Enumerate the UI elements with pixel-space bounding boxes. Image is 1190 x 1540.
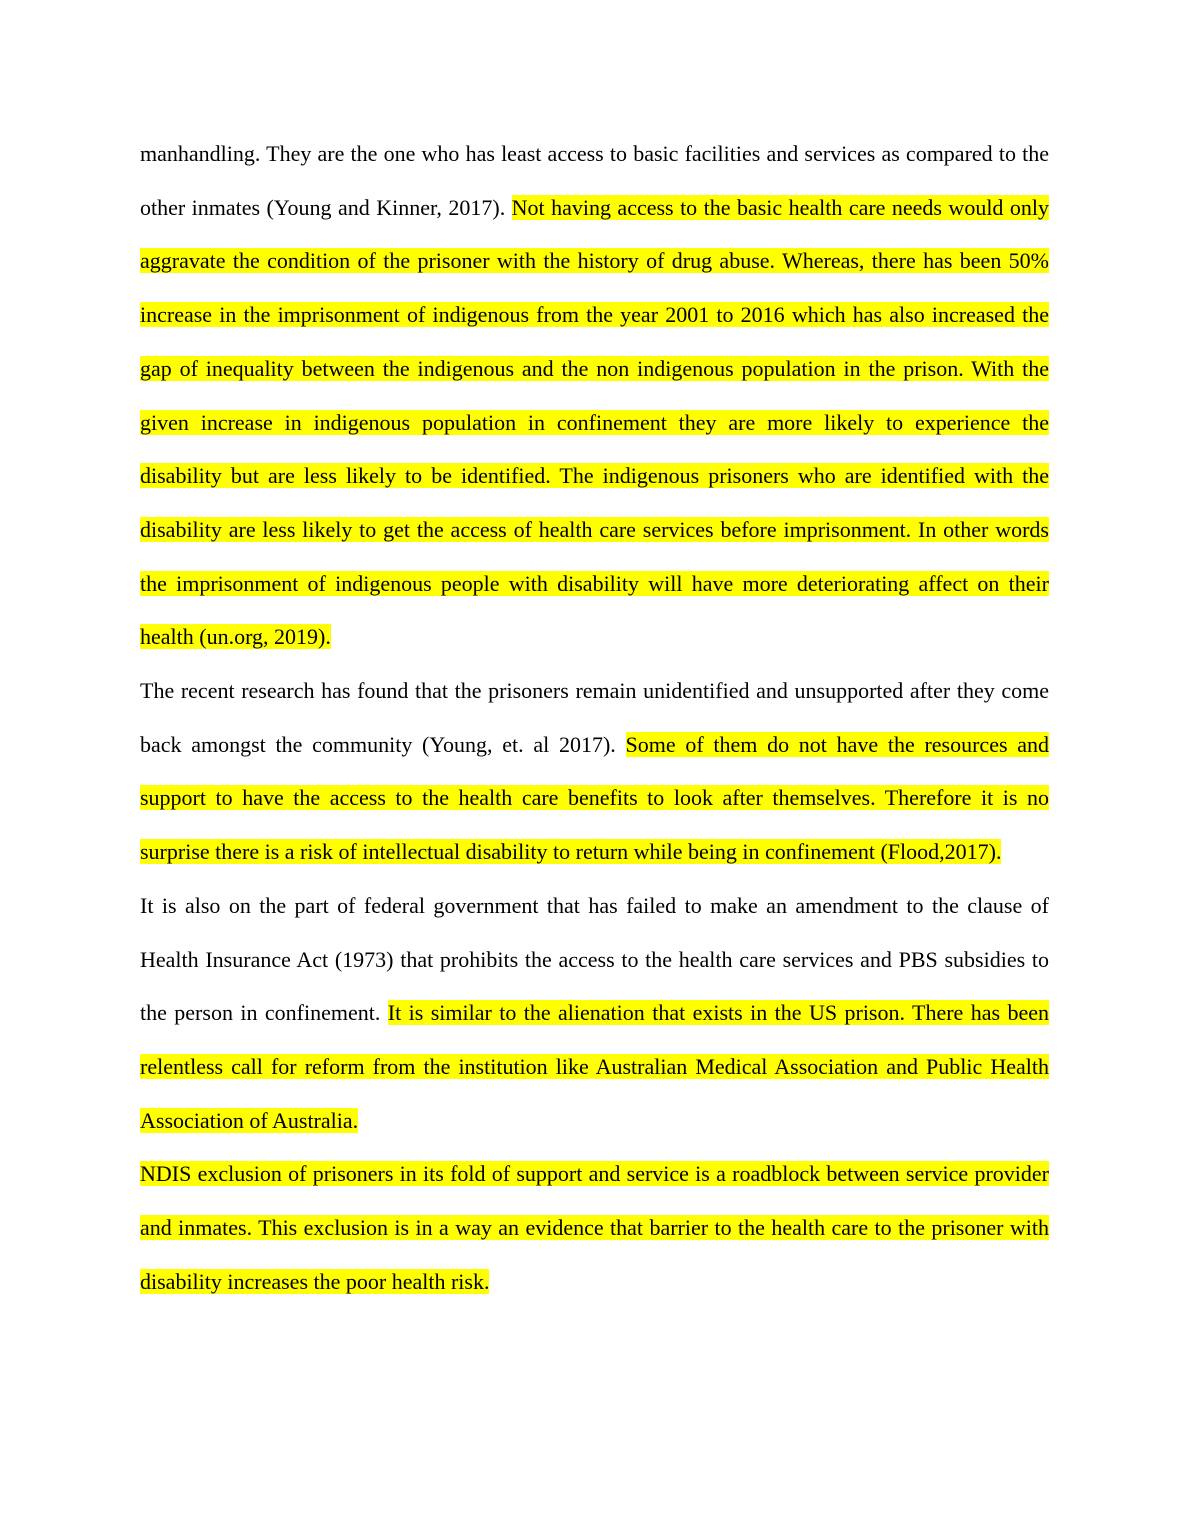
highlighted-text: Not having access to the basic health care needs would only aggravate the condition of the prisoner with the history of drug abuse. Whereas, there has been 50% increase in the imprisonment of indigenous from the year 2001 to 2016 which has also increased the gap of inequality between the indigenous and the non indigenous population in the prison. With the given increase in indigenous population in confinement they are more likely to experience the disability but are less likely to be identified. The indigenous prisoners who are identified with the disability are less likely to get the access of health care services before imprisonment. In other words the imprisonment of indigenous people with disability will have more deteriorating affect on their health (un.org, 2019). xyxy=(140,194,1049,650)
paragraph xyxy=(140,879,1049,1148)
paragraph-text: manhandling. They are the one who has least access to basic facilities and services as compared to the other inmates (Young and Kinner, 2017). xyxy=(140,141,1049,220)
paragraph-text: The recent research has found that the prisoners remain unidentified and unsupported after they come back amongst the community (Young, et. al 2017). xyxy=(140,678,1049,757)
highlighted-text: Some of them do not have the resources and support to have the access to the health care benefits to look after themselves. Therefore it is no surprise there is a risk of intellectual disability to return while being in confinement (Flood,2017). xyxy=(140,731,1050,865)
paragraph xyxy=(140,127,1049,664)
paragraph xyxy=(140,1147,1049,1308)
paragraph-text: It is also on the part of federal government that has failed to make an amendment to the clause of Health Insurance Act (1973) that prohibits the access to the health care services and PBS subsidies to the person in confinement. xyxy=(140,892,1049,1026)
highlighted-text: It is similar to the alienation that exists in the US prison. There has been relentless call for reform from the institution like Australian Medical Association and Public Health Association of Australia. xyxy=(140,1000,1049,1133)
highlighted-text: NDIS exclusion of prisoners in its fold of support and service is a roadblock between service provider and inmates. This exclusion is in a way an evidence that barrier to the health care to the prisoner with disability increases the poor health risk. xyxy=(140,1161,1049,1294)
document-page xyxy=(140,127,1049,1308)
paragraph xyxy=(140,664,1049,879)
